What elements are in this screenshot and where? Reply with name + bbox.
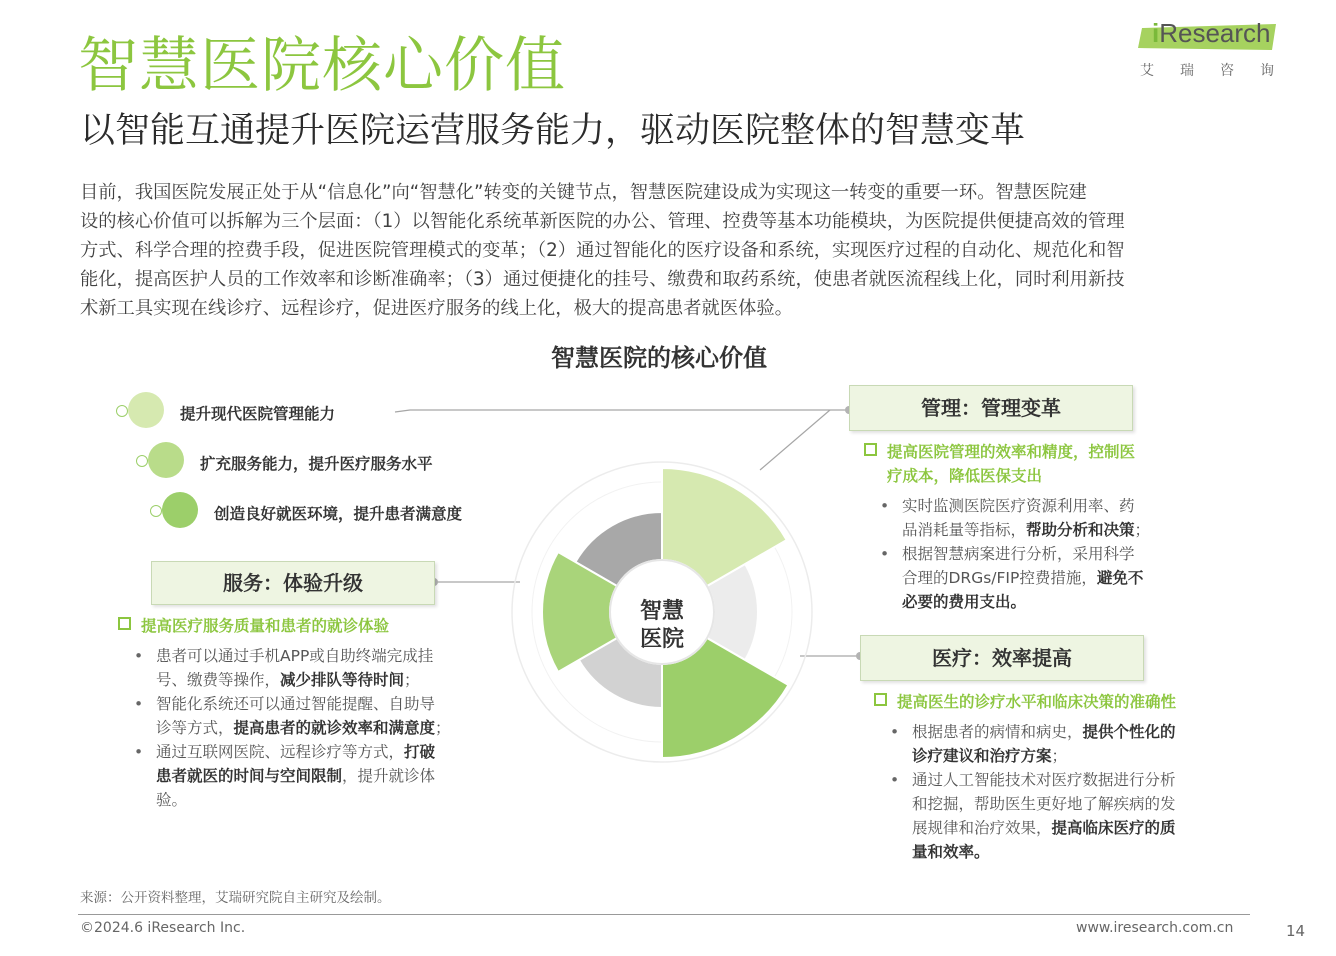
medical-bullets [886,720,1216,864]
page-title: 智慧医院核心价值 [78,31,566,101]
service-heading: 提高医疗服务质量和患者的就诊体验 [118,614,389,638]
value-marker-ring [116,405,128,417]
list-item: • 根据患者的病情和病史，提供个性化的 诊疗建议和治疗方案； [886,720,1216,768]
intro-line: 能化，提高医护人员的工作效率和诊断准确率；（3）通过便捷化的挂号、缴费和取药系统，使患者就医流程线上化，同时利用新技 [80,269,1125,290]
source-note: 来源：公开资料整理，艾瑞研究院自主研究及绘制。 [80,890,391,906]
value-marker-dot [162,492,198,528]
connector-line [395,410,850,412]
square-bullet-icon [864,443,877,456]
value-marker-ring [150,505,162,517]
logo-wordmark: iResearch [1152,18,1271,48]
value-marker-dot [148,442,184,478]
service-box: 服务：体验升级 [151,561,435,605]
value-item: 扩充服务能力，提升医疗服务水平 [136,442,466,482]
intro-line: 设的核心价值可以拆解为三个层面：（1）以智能化系统革新医院的办公、管理、控费等基本功能模块，为医院提供便捷高效的管理 [80,211,1125,232]
square-bullet-icon [118,617,131,630]
list-item: • 通过人工智能技术对医疗数据进行分析 和挖掘，帮助医生更好地了解疾病的发 展规律和治疗效果，提高临床医疗的质 量和效率。 [886,768,1216,864]
logo-chinese: 艾瑞咨询 [1140,63,1300,79]
center-label: 智慧 医院 [639,599,684,652]
intro-line: 方式、科学合理的控费手段，促进医院管理模式的变革；（2）通过智能化的医疗设备和系统，实现医疗过程的自动化、规范化和智 [80,240,1125,261]
website-link[interactable]: www.iresearch.com.cn [1076,920,1234,936]
value-item: 创造良好就医环境，提升患者满意度 [150,492,490,532]
list-item: • 患者可以通过手机APP或自助终端完成挂 号、缴费等操作，减少排队等待时间； [130,644,490,692]
value-item: 提升现代医院管理能力 [116,392,416,432]
list-item: • 智能化系统还可以通过智能提醒、自助导 诊等方式，提高患者的就诊效率和满意度； [130,692,490,740]
list-item: • 通过互联网医院、远程诊疗等方式，打破 患者就医的时间与空间限制，提升就诊体 验。 [130,740,490,812]
medical-box: 医疗：效率提高 [860,635,1144,681]
diagram-title: 智慧医院的核心价值 [551,344,767,372]
medical-heading: 提高医生的诊疗水平和临床决策的准确性 [874,690,1176,714]
connector-line [760,410,830,470]
list-item: • 实时监测医院医疗资源利用率、药 品消耗量等指标，帮助分析和决策； [876,494,1196,542]
value-marker-ring [136,455,148,467]
page-subtitle: 以智能互通提升医院运营服务能力，驱动医院整体的智慧变革 [80,111,1026,151]
page-number: 14 [1286,922,1306,940]
intro-line: 目前，我国医院发展正处于从“信息化”向“智慧化”转变的关键节点，智慧医院建设成为实现这一转变的重要一环。智慧医院建 [80,182,1087,203]
list-item: • 根据智慧病案进行分析，采用科学 合理的DRGs/FIP控费措施，避免不 必要的费用支出。 [876,542,1196,614]
value-marker-dot [128,392,164,428]
management-heading: 提高医院管理的效率和精度，控制医 疗成本，降低医保支出 [864,440,1135,488]
service-bullets [130,644,490,812]
copyright: ©2024.6 iResearch Inc. [80,920,246,936]
management-bullets [876,494,1196,614]
footer-divider [78,914,1250,915]
management-box: 管理：管理变革 [849,385,1133,431]
intro-line: 术新工具实现在线诊疗、远程诊疗，促进医疗服务的线上化，极大的提高患者就医体验。 [80,298,793,319]
square-bullet-icon [874,693,887,706]
